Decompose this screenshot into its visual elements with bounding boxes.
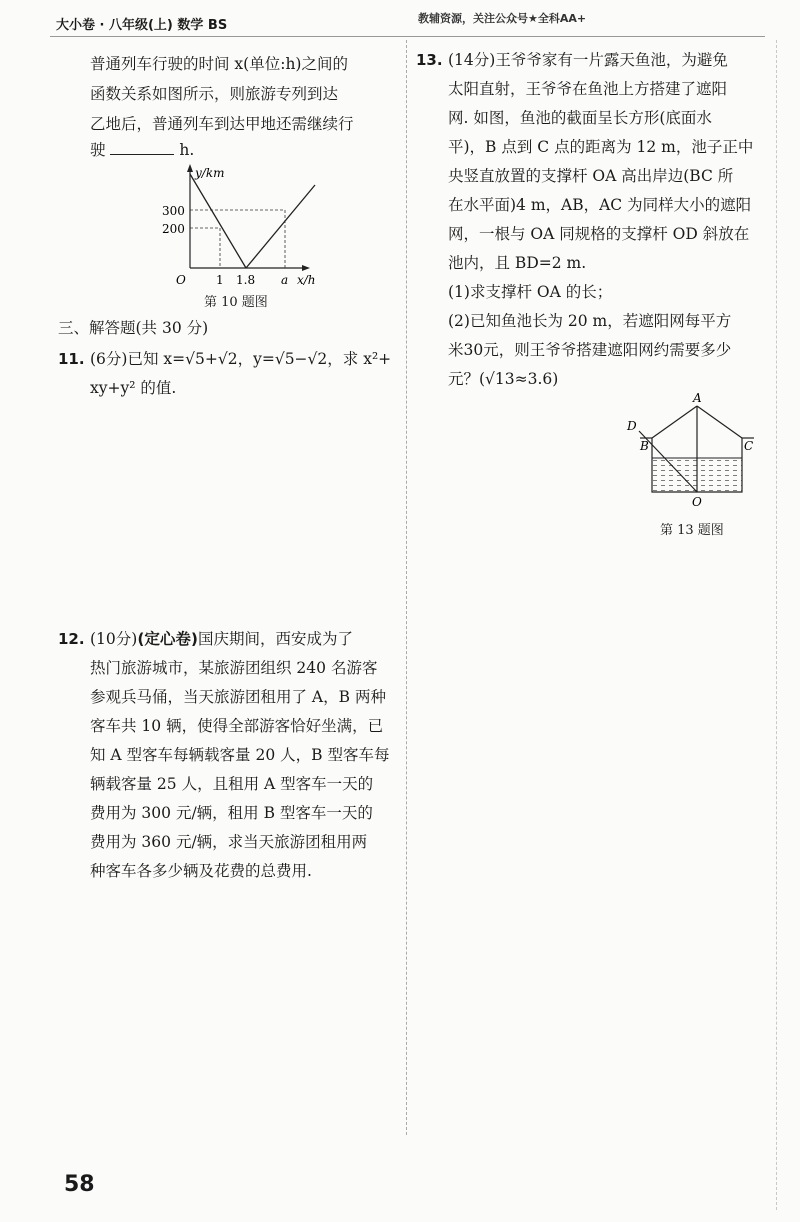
q10-line-4-suffix: h. <box>179 141 195 159</box>
train-line-1 <box>190 174 246 268</box>
origin-label: O <box>176 273 186 287</box>
q11-line-1: (6分)已知 x=√5+√2，y=√5−√2，求 x²+ <box>90 350 392 368</box>
q13-caption: 第 13 题图 <box>660 523 724 538</box>
x-axis-arrow <box>302 265 310 271</box>
label-B: B <box>640 439 649 453</box>
q12-line-1 <box>90 629 353 649</box>
q13-line-4: 平)，B 点到 C 点的距离为 12 m，池子正中 <box>448 138 754 156</box>
q13-line-5: 央竖直放置的支撑杆 OA 高出岸边(BC 所 <box>448 167 734 185</box>
q12-line-2: 热门旅游城市，某旅游团组织 240 名游客 <box>90 659 378 677</box>
q11-number: 11. <box>58 350 85 368</box>
q10-caption: 第 10 题图 <box>204 295 268 310</box>
header-notice: 教辅资源，关注公众号★全科AA+ <box>418 12 587 25</box>
section-heading: 三、解答题(共 30 分) <box>58 319 209 337</box>
q12-line-4: 客车共 10 辆，使得全部游客恰好坐满，已 <box>90 717 384 735</box>
y-tick-300: 300 <box>162 204 185 218</box>
q10-line-4 <box>90 140 194 160</box>
q13-line-6: 在水平面)4 m，AB，AC 为同样大小的遮阳 <box>448 196 752 214</box>
x-tick-1: 1 <box>216 273 224 287</box>
x-axis-label: x/h <box>297 273 316 287</box>
q10-line-3: 乙地后，普通列车到达甲地还需继续行 <box>90 115 354 133</box>
label-O: O <box>692 495 702 509</box>
q12-line-1-rest: 国庆期间，西安成为了 <box>198 630 354 648</box>
q13-line-7: 网，一根与 OA 同规格的支撑杆 OD 斜放在 <box>448 225 750 243</box>
q11-line-2: xy+y² 的值. <box>90 379 177 397</box>
q12-line-9: 种客车各多少辆及花费的总费用. <box>90 862 312 880</box>
x-tick-1-8: 1.8 <box>236 273 256 287</box>
q13-line-8: 池内，且 BD=2 m. <box>448 254 587 272</box>
q12-tag: (定心卷) <box>137 630 198 648</box>
q13-part-2-line-3: 元？(√13≈3.6) <box>448 370 559 388</box>
train-line-2 <box>246 185 315 268</box>
q10-line-1: 普通列车行驶的时间 x(单位:h)之间的 <box>90 55 348 73</box>
answer-blank[interactable] <box>110 140 174 155</box>
q13-part-2-line-1: (2)已知鱼池长为 20 m，若遮阳网每平方 <box>448 312 732 330</box>
label-D: D <box>627 419 637 433</box>
book-title: 大小卷 · 八年级(上) 数学 BS <box>56 18 228 33</box>
q13-part-1: (1)求支撑杆 OA 的长； <box>448 283 613 301</box>
column-divider <box>406 40 407 1135</box>
q10-line-4-prefix: 驶 <box>90 141 106 159</box>
q12-line-3: 参观兵马俑，当天旅游团租用了 A，B 两种 <box>90 688 386 706</box>
net-AC <box>697 406 742 438</box>
q13-line-3: 网. 如图，鱼池的截面呈长方形(底面水 <box>448 109 712 127</box>
q12-line-5: 知 A 型客车每辆载客量 20 人，B 型客车每 <box>90 746 390 764</box>
label-C: C <box>744 439 754 453</box>
margin-rule <box>776 40 777 1210</box>
net-AB <box>652 406 697 438</box>
q12-line-6: 辆载客量 25 人，且租用 A 型客车一天的 <box>90 775 374 793</box>
q13-number: 13. <box>416 51 443 69</box>
y-tick-200: 200 <box>162 222 185 236</box>
q13-line-1: (14分)王爷爷家有一片露天鱼池，为避免 <box>448 51 728 69</box>
q12-line-8: 费用为 360 元/辆，求当天旅游团租用两 <box>90 833 368 851</box>
q12-points: (10分) <box>90 630 138 648</box>
y-axis-arrow <box>187 164 193 172</box>
q10-graph <box>160 160 330 290</box>
q12-number: 12. <box>58 630 85 648</box>
q13-line-2: 太阳直射，王爷爷在鱼池上方搭建了遮阳 <box>448 80 728 98</box>
q13-part-2-line-2: 米30元，则王爷爷搭建遮阳网约需要多少 <box>448 341 732 359</box>
q10-line-2: 函数关系如图所示，则旅游专列到达 <box>90 85 339 103</box>
y-axis-label: y/km <box>195 166 225 180</box>
top-rule <box>50 36 765 37</box>
page-number: 58 <box>64 1172 95 1197</box>
q12-line-7: 费用为 300 元/辆，租用 B 型客车一天的 <box>90 804 373 822</box>
label-A: A <box>693 391 702 405</box>
q13-pond-diagram <box>620 388 770 516</box>
x-tick-a: a <box>281 273 289 287</box>
